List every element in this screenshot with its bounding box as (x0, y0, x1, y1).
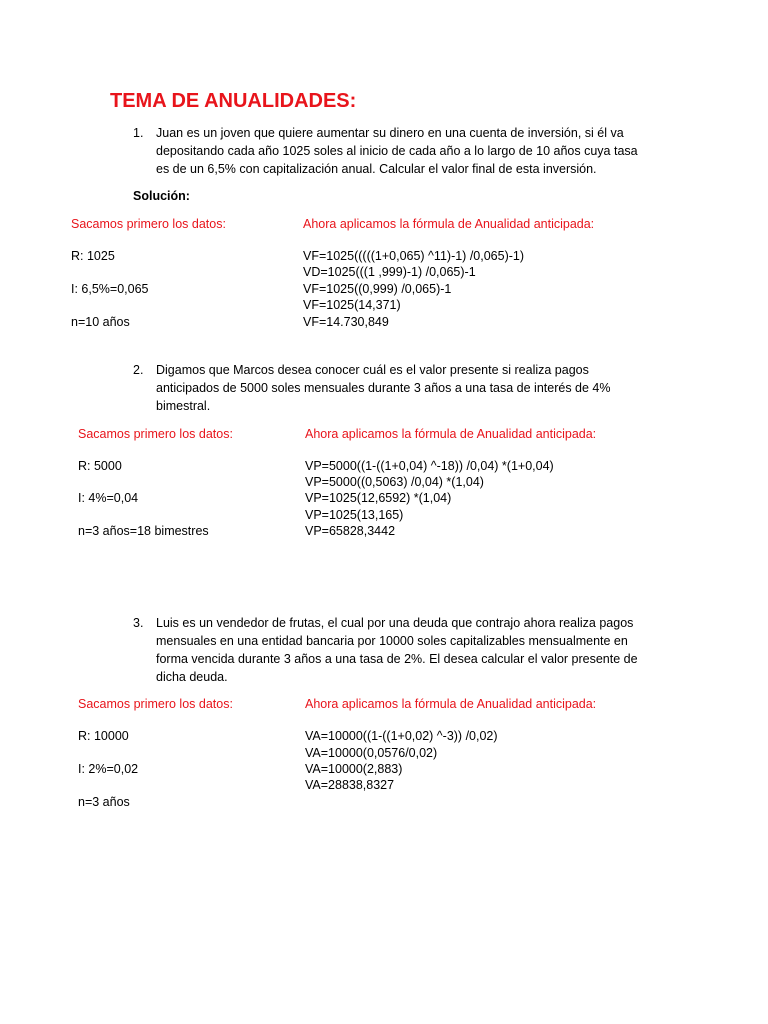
problem-number: 3. (133, 616, 144, 630)
problem-number: 1. (133, 126, 144, 140)
formula-heading: Ahora aplicamos la fórmula de Anualidad anticipada: (305, 697, 597, 711)
problem-text-line: bimestral. (156, 399, 211, 413)
data-heading: Sacamos primero los datos: (71, 217, 226, 231)
formula-line: VA=10000((1-((1+0,02) ^-3)) /0,02) (305, 729, 498, 743)
formula-line: VF=1025(((((1+0,065) ^11)-1) /0,065)-1) (303, 249, 525, 263)
formula-line: VA=10000(0,0576/0,02) (305, 746, 438, 760)
problem-text-line: es de un 6,5% con capitalización anual. Calcular el valor final de esta inversión. (156, 162, 597, 176)
data-item: I: 2%=0,02 (78, 762, 139, 776)
data-item: I: 4%=0,04 (78, 491, 139, 505)
formula-line: VP=5000((0,5063) /0,04) *(1,04) (305, 475, 484, 489)
formula-heading: Ahora aplicamos la fórmula de Anualidad anticipada: (305, 427, 597, 441)
data-item: n=3 años (78, 795, 130, 809)
problem-number: 2. (133, 363, 144, 377)
formula-line: VF=1025(14,371) (303, 298, 401, 312)
data-item: I: 6,5%=0,065 (71, 282, 149, 296)
formula-line: VP=5000((1-((1+0,04) ^-18)) /0,04) *(1+0,04) (305, 459, 554, 473)
data-item: n=3 años=18 bimestres (78, 524, 209, 538)
data-item: R: 1025 (71, 249, 115, 263)
problem-text-line: Digamos que Marcos desea conocer cuál es el valor presente si realiza pagos (156, 363, 589, 377)
problem-text-line: forma vencida durante 3 años a una tasa de 2%. El desea calcular el valor presente de (156, 652, 638, 666)
page-title: TEMA DE ANUALIDADES: (110, 90, 357, 112)
data-item: R: 5000 (78, 459, 122, 473)
problem-text-line: depositando cada año 1025 soles al inicio de cada año a lo largo de 10 años cuya tasa (156, 144, 638, 158)
formula-heading: Ahora aplicamos la fórmula de Anualidad anticipada: (303, 217, 595, 231)
formula-line: VA=28838,8327 (305, 778, 395, 792)
formula-line: VF=1025((0,999) /0,065)-1 (303, 282, 452, 296)
formula-line: VP=1025(12,6592) *(1,04) (305, 491, 452, 505)
problem-text-line: Juan es un joven que quiere aumentar su dinero en una cuenta de inversión, si él va (156, 126, 624, 140)
problem-text-line: dicha deuda. (156, 670, 228, 684)
problem-text-line: mensuales en una entidad bancaria por 10000 soles capitalizables mensualmente en (156, 634, 628, 648)
data-heading: Sacamos primero los datos: (78, 697, 233, 711)
solution-label: Solución: (133, 189, 190, 203)
formula-line: VP=65828,3442 (305, 524, 396, 538)
problem-text-line: anticipados de 5000 soles mensuales durante 3 años a una tasa de interés de 4% (156, 381, 611, 395)
formula-line: VP=1025(13,165) (305, 508, 404, 522)
data-item: n=10 años (71, 315, 130, 329)
problem-text-line: Luis es un vendedor de frutas, el cual por una deuda que contrajo ahora realiza pagos (156, 616, 634, 630)
data-item: R: 10000 (78, 729, 129, 743)
formula-line: VA=10000(2,883) (305, 762, 403, 776)
formula-line: VF=14.730,849 (303, 315, 389, 329)
data-heading: Sacamos primero los datos: (78, 427, 233, 441)
formula-line: VD=1025(((1 ,999)-1) /0,065)-1 (303, 265, 476, 279)
